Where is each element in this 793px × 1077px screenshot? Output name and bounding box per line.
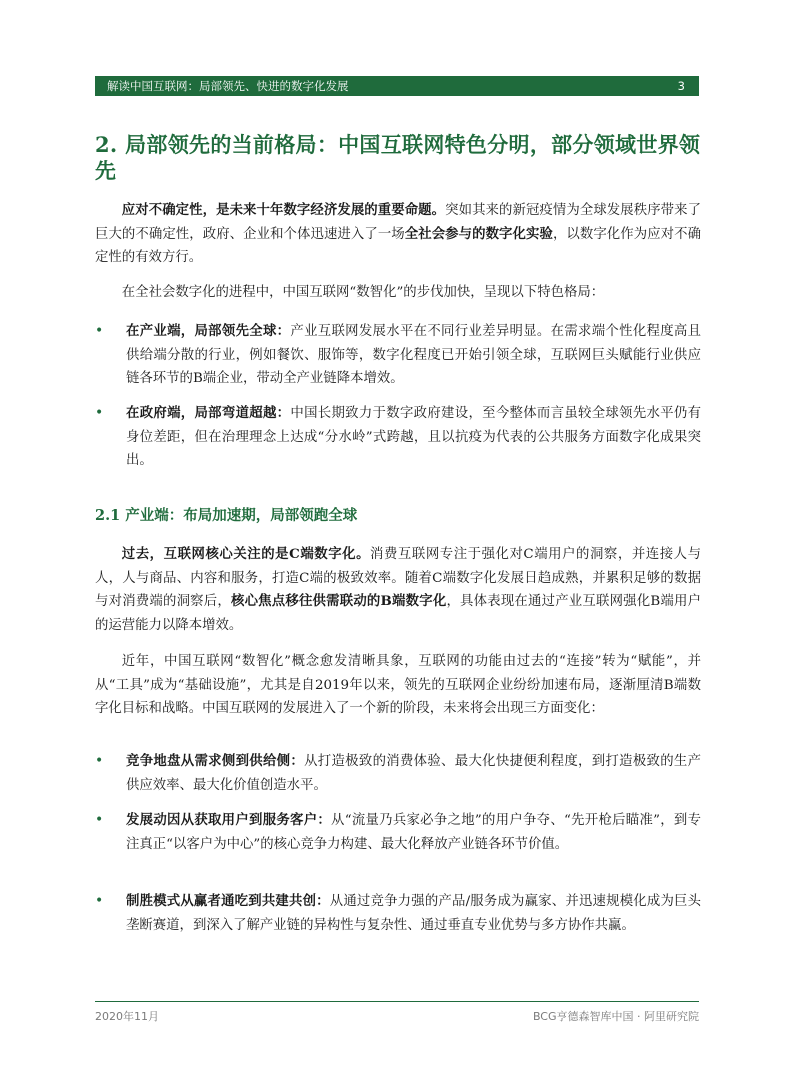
bullet-text (126, 320, 701, 391)
bullet-text (126, 809, 701, 856)
footer-divider (95, 1001, 699, 1002)
bullet-bold: 制胜模式从赢者通吃到共建共创： (126, 893, 330, 909)
sub-paragraph-1 (95, 543, 701, 637)
section-title: 2. 局部领先的当前格局：中国互联网特色分明，部分领域世界领先 (95, 132, 701, 183)
footer-publisher: BCG亨德森智库中国 · 阿里研究院 (532, 1010, 699, 1023)
sub-bold-lead: 过去，互联网核心关注的是C端数字化。 (121, 546, 371, 562)
intro-text: 突如其来的新冠疫情为全球发展秩序带来了巨大的不确定性，政府、企业和个体迅速进入了一场 (95, 203, 702, 242)
bullet-dot-icon: • (95, 753, 104, 769)
bullet-text (126, 750, 701, 797)
header-title: 解读中国互联网：局部领先、快进的数字化发展 (107, 79, 349, 93)
sub-text: 消费互联网专注于强化对C端用户的洞察，并连接人与人，人与商品、内容和服务，打造C端的极致效率。随着C端数字化发展日趋成熟，并累积足够的数据与对消费端的洞察后， (95, 547, 701, 609)
bullet-bold: 在政府端，局部弯道超越： (126, 405, 291, 421)
footer-date: 2020年11月 (95, 1010, 159, 1023)
running-header (95, 76, 699, 96)
bullet-bold: 发展动因从获取用户到服务客户： (126, 812, 332, 828)
bullet-body: 从打造极致的消费体验、最大化快捷便利程度，到打造极致的生产供应效率、最大化价值创造水平。 (126, 754, 702, 793)
bullet-body: 从通过竞争力强的产品/服务成为赢家、并迅速规模化成为巨头垄断赛道，到深入了解产业链的异构性与复杂性、通过垂直专业优势与多方协作共赢。 (126, 894, 701, 933)
page-number: 3 (677, 79, 685, 93)
intro-bold-emphasis: 全社会参与的数字化实验 (404, 225, 553, 242)
bullet-body: 从“流量乃兵家必争之地”的用户争夺、“先开枪后瞄准”，到专注真正“以客户为中心”的核心竞争力构建、最大化释放产业链各环节价值。 (126, 813, 701, 852)
bullet-dot-icon: • (95, 405, 104, 421)
sub-paragraph-2: 近年，中国互联网“数智化”概念愈发清晰具象，互联网的功能由过去的“连接”转为“赋能”，并从“工具”成为“基础设施”，尤其是自2019年以来，领先的互联网企业纷纷加速布局，逐渐厘清B端数字化目标和战略。中国互联网的发展进入了一个新的阶段，未来将会出现三方面变化： (95, 654, 701, 716)
bullet-dot-icon: • (95, 893, 104, 909)
intro-bold-lead: 应对不确定性，是未来十年数字经济发展的重要命题。 (121, 202, 446, 218)
sub-text-end: ，具体表现在通过产业互联网强化B端用户的运营能力以降本增效。 (95, 594, 702, 633)
subsection-title: 2.1 产业端：布局加速期，局部领跑全球 (95, 507, 358, 524)
bullet-body: 产业互联网发展水平在不同行业差异明显。在需求端个性化程度高且供给端分散的行业，例如餐饮、服饰等，数字化程度已开始引领全球，互联网巨头赋能行业供应链各环节的B端企业，带动全产业链降本增效。 (126, 324, 701, 386)
intro-paragraph-1 (95, 199, 701, 270)
bullet-bold: 竞争地盘从需求侧到供给侧： (126, 753, 305, 769)
intro-paragraph-2: 在全社会数字化的进程中，中国互联网“数智化”的步伐加快，呈现以下特色格局： (121, 285, 605, 300)
sub-bold-emphasis: 核心焦点移往供需联动的B端数字化 (230, 593, 447, 609)
bullet-text (126, 402, 701, 473)
bullet-dot-icon: • (95, 323, 104, 339)
intro-text-end: ，以数字化作为应对不确定性的有效方行。 (95, 226, 702, 265)
bullet-bold: 在产业端，局部领先全球： (126, 323, 291, 339)
bullet-body: 中国长期致力于数字政府建设，至今整体而言虽较全球领先水平仍有身位差距，但在治理理念上达成“分水岭”式跨越，且以抗疫为代表的公共服务方面数字化成果突出。 (126, 406, 701, 468)
bullet-text (126, 890, 701, 937)
bullet-dot-icon: • (95, 812, 104, 828)
